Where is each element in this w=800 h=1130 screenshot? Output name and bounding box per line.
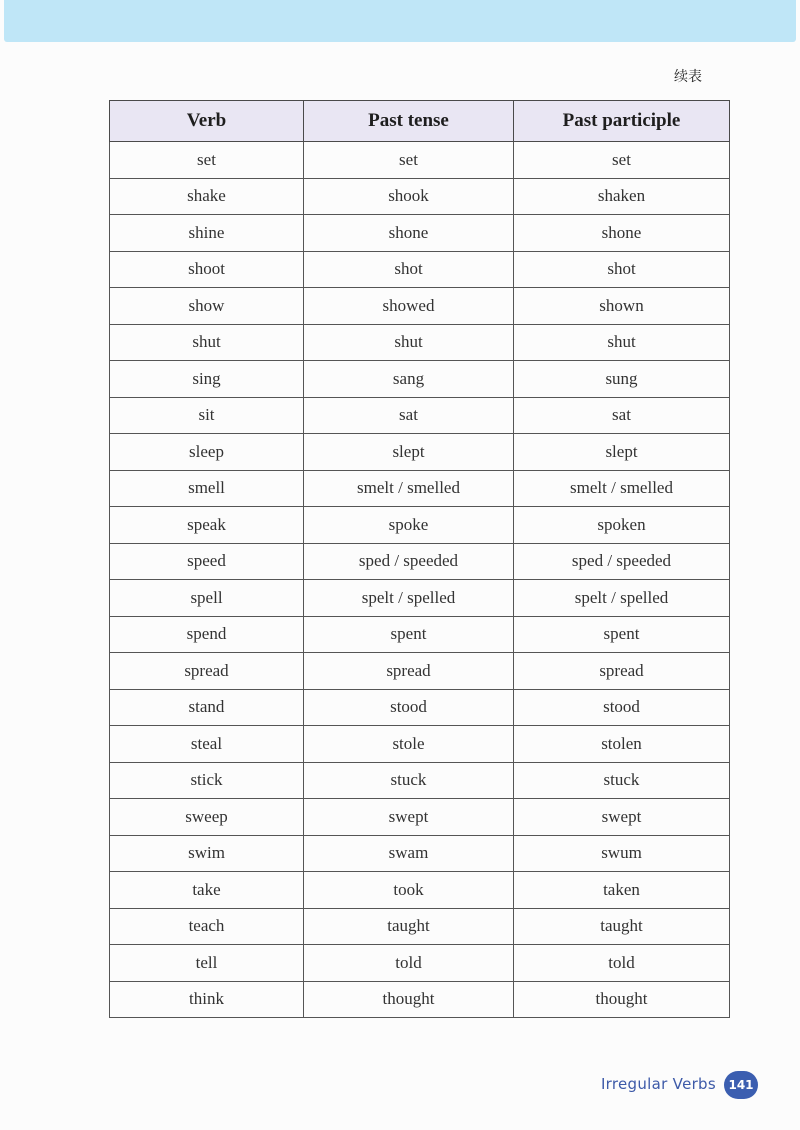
cell-past-tense: spread xyxy=(304,653,514,690)
cell-verb: take xyxy=(110,872,304,909)
cell-verb: stick xyxy=(110,762,304,799)
table-row xyxy=(110,726,730,763)
cell-verb: sing xyxy=(110,361,304,398)
cell-verb: sleep xyxy=(110,434,304,471)
cell-past-tense: swam xyxy=(304,835,514,872)
cell-verb: spend xyxy=(110,616,304,653)
cell-verb: shake xyxy=(110,178,304,215)
cell-past-participle: smelt / smelled xyxy=(514,470,730,507)
cell-past-participle: sung xyxy=(514,361,730,398)
cell-past-tense: shone xyxy=(304,215,514,252)
table-row xyxy=(110,580,730,617)
cell-verb: speed xyxy=(110,543,304,580)
table-row xyxy=(110,653,730,690)
page-number-badge: 141 xyxy=(724,1071,758,1099)
cell-past-tense: showed xyxy=(304,288,514,325)
table-row xyxy=(110,981,730,1018)
cell-past-tense: told xyxy=(304,945,514,982)
cell-verb: think xyxy=(110,981,304,1018)
cell-past-participle: slept xyxy=(514,434,730,471)
table-row xyxy=(110,251,730,288)
cell-past-participle: stuck xyxy=(514,762,730,799)
cell-past-tense: spent xyxy=(304,616,514,653)
cell-past-participle: told xyxy=(514,945,730,982)
cell-past-participle: shone xyxy=(514,215,730,252)
cell-verb: smell xyxy=(110,470,304,507)
cell-verb: spread xyxy=(110,653,304,690)
cell-past-participle: set xyxy=(514,142,730,179)
cell-past-participle: swum xyxy=(514,835,730,872)
table-row xyxy=(110,324,730,361)
cell-past-participle: shut xyxy=(514,324,730,361)
cell-past-participle: taught xyxy=(514,908,730,945)
cell-verb: show xyxy=(110,288,304,325)
cell-verb: shine xyxy=(110,215,304,252)
cell-past-tense: spelt / spelled xyxy=(304,580,514,617)
cell-past-participle: spelt / spelled xyxy=(514,580,730,617)
cell-past-participle: stood xyxy=(514,689,730,726)
cell-past-tense: sang xyxy=(304,361,514,398)
cell-past-participle: shot xyxy=(514,251,730,288)
table-row xyxy=(110,434,730,471)
table-row xyxy=(110,288,730,325)
table-row xyxy=(110,872,730,909)
cell-past-tense: taught xyxy=(304,908,514,945)
cell-verb: sit xyxy=(110,397,304,434)
cell-past-tense: thought xyxy=(304,981,514,1018)
cell-past-tense: set xyxy=(304,142,514,179)
cell-past-participle: shown xyxy=(514,288,730,325)
cell-past-tense: stole xyxy=(304,726,514,763)
cell-past-tense: shook xyxy=(304,178,514,215)
cell-verb: spell xyxy=(110,580,304,617)
cell-verb: shut xyxy=(110,324,304,361)
cell-past-participle: spread xyxy=(514,653,730,690)
cell-past-participle: taken xyxy=(514,872,730,909)
table-row xyxy=(110,945,730,982)
cell-verb: steal xyxy=(110,726,304,763)
cell-past-tense: stuck xyxy=(304,762,514,799)
table-row xyxy=(110,215,730,252)
table-row xyxy=(110,142,730,179)
cell-past-tense: slept xyxy=(304,434,514,471)
cell-verb: swim xyxy=(110,835,304,872)
table-header-row xyxy=(110,101,730,142)
table-row xyxy=(110,397,730,434)
cell-past-participle: spent xyxy=(514,616,730,653)
cell-past-tense: shot xyxy=(304,251,514,288)
cell-verb: stand xyxy=(110,689,304,726)
cell-past-participle: swept xyxy=(514,799,730,836)
table-row xyxy=(110,835,730,872)
table-body xyxy=(110,142,730,1018)
table-row xyxy=(110,799,730,836)
cell-past-participle: sat xyxy=(514,397,730,434)
table-row xyxy=(110,178,730,215)
table-row xyxy=(110,616,730,653)
cell-past-tense: took xyxy=(304,872,514,909)
cell-verb: sweep xyxy=(110,799,304,836)
cell-verb: shoot xyxy=(110,251,304,288)
table-row xyxy=(110,689,730,726)
cell-past-tense: stood xyxy=(304,689,514,726)
cell-past-tense: sat xyxy=(304,397,514,434)
cell-past-tense: spoke xyxy=(304,507,514,544)
cell-verb: set xyxy=(110,142,304,179)
cell-past-participle: sped / speeded xyxy=(514,543,730,580)
top-color-band xyxy=(4,0,796,42)
table-row xyxy=(110,470,730,507)
cell-past-tense: swept xyxy=(304,799,514,836)
cell-verb: tell xyxy=(110,945,304,982)
cell-past-participle: stolen xyxy=(514,726,730,763)
column-header-past-participle: Past participle xyxy=(514,101,730,142)
column-header-past-tense: Past tense xyxy=(304,101,514,142)
cell-past-participle: spoken xyxy=(514,507,730,544)
cell-past-participle: shaken xyxy=(514,178,730,215)
table-row xyxy=(110,908,730,945)
cell-verb: speak xyxy=(110,507,304,544)
cell-past-tense: smelt / smelled xyxy=(304,470,514,507)
cell-verb: teach xyxy=(110,908,304,945)
continued-label: 续表 xyxy=(674,69,702,85)
footer-section-title: Irregular Verbs xyxy=(600,1075,716,1093)
table-row xyxy=(110,507,730,544)
table-row xyxy=(110,361,730,398)
table-row xyxy=(110,543,730,580)
table-row xyxy=(110,762,730,799)
irregular-verbs-table xyxy=(109,100,730,1018)
column-header-verb: Verb xyxy=(110,101,304,142)
cell-past-participle: thought xyxy=(514,981,730,1018)
cell-past-tense: sped / speeded xyxy=(304,543,514,580)
cell-past-tense: shut xyxy=(304,324,514,361)
